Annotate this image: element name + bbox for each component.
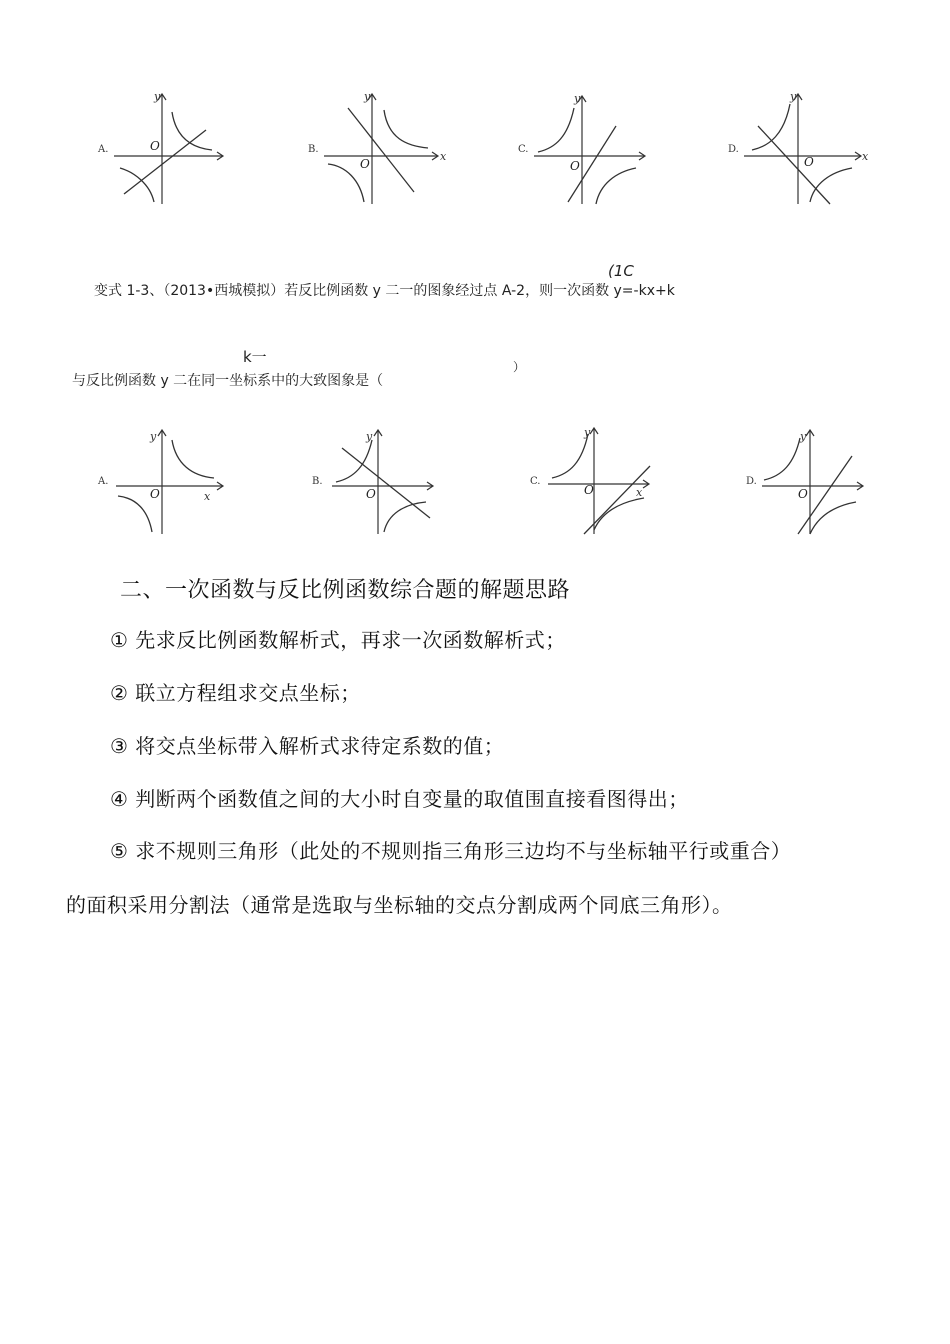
graph-row1-d (722, 88, 872, 208)
svg-text:x: x (440, 150, 447, 163)
svg-text:x: x (862, 150, 869, 163)
problem-line-1: 变式 1-3、（2013•西城模拟）若反比例函数 y 二一的图象经过点 A-2，则一次函数 y=-kx+k (94, 283, 675, 299)
list-item: ① 先求反比例函数解析式，再求一次函数解析式； (110, 628, 566, 652)
option-letter: A. (98, 144, 109, 155)
list-item: ⑤ 求不规则三角形（此处的不规则指三角形三边均不与坐标轴平行或重合） (110, 839, 792, 863)
svg-text:y: y (790, 90, 797, 103)
svg-text:O: O (584, 483, 594, 497)
svg-text:x: x (636, 486, 643, 499)
problem-k-mark: k一 (243, 348, 267, 366)
svg-text:y: y (154, 90, 161, 103)
graph-row1-a (92, 88, 242, 208)
svg-text:y: y (800, 430, 807, 443)
list-item: ③ 将交点坐标带入解析式求待定系数的值； (110, 734, 505, 758)
list-item: ④ 判断两个函数值之间的大小时自变量的取值围直接看图得出； (110, 787, 689, 811)
svg-text:x: x (204, 490, 211, 503)
svg-text:B.: B. (308, 144, 319, 155)
svg-text:y: y (364, 90, 371, 103)
svg-text:C.: C. (518, 144, 529, 155)
svg-text:y: y (150, 430, 157, 443)
svg-text:O: O (360, 157, 370, 171)
problem-line-2: 与反比例函数 y 二在同一坐标系中的大致图象是（ (72, 373, 384, 389)
list-item: ② 联立方程组求交点坐标； (110, 681, 361, 705)
graph-row1-b (302, 88, 452, 208)
svg-text:A.: A. (98, 476, 109, 487)
problem-close: ） (513, 360, 526, 374)
svg-text:y: y (366, 430, 373, 443)
section-heading: 二、一次函数与反比例函数综合题的解题思路 (120, 578, 571, 603)
svg-text:O: O (798, 487, 808, 501)
svg-text:C.: C. (530, 476, 541, 487)
svg-text:O: O (366, 487, 376, 501)
svg-text:D.: D. (728, 144, 739, 155)
svg-text:O: O (570, 159, 580, 173)
graph-row1-c (512, 88, 662, 208)
svg-text:O: O (150, 139, 160, 153)
graph-row2-b (302, 422, 452, 542)
svg-text:y: y (574, 92, 581, 105)
svg-text:D.: D. (746, 476, 757, 487)
svg-text:B.: B. (312, 476, 323, 487)
svg-text:O: O (150, 487, 160, 501)
svg-text:O: O (804, 155, 814, 169)
graph-row2-d (722, 422, 872, 542)
svg-text:y: y (584, 426, 591, 439)
graph-row2-c (512, 422, 662, 542)
problem-frag: (1C (608, 262, 634, 280)
list-item-continuation: 的面积采用分割法（通常是选取与坐标轴的交点分割成两个同底三角形）。 (66, 893, 733, 917)
graph-row2-a (92, 422, 242, 542)
